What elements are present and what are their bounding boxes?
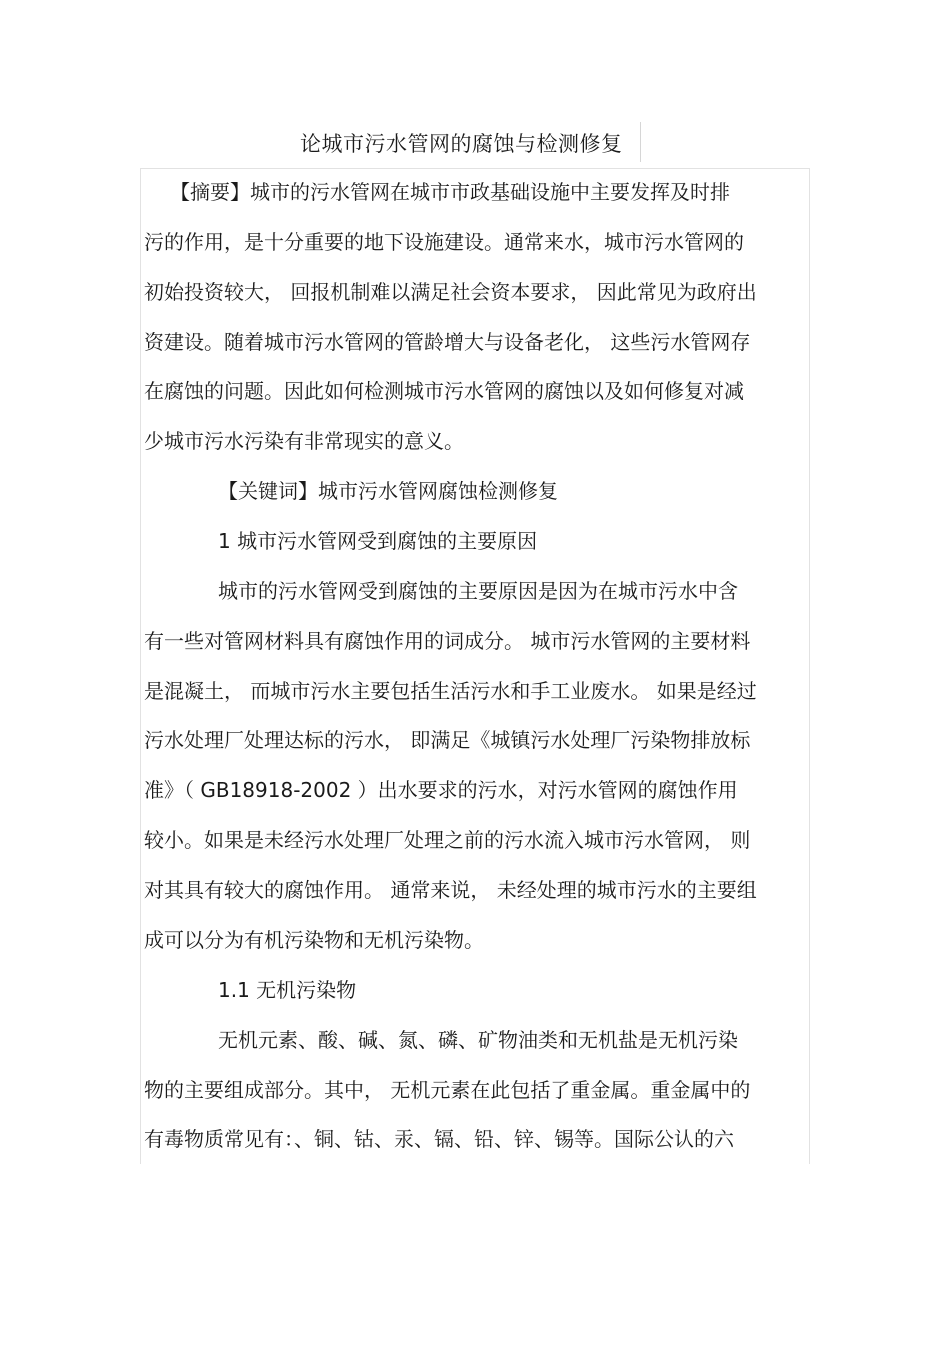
abstract-line: 初始投资较大， 回报机制难以满足社会资本要求， 因此常见为政府出 <box>144 280 757 304</box>
body-line: 无机元素、酸、碱、氮、磷、矿物油类和无机盐是无机污染 <box>218 1028 738 1052</box>
abstract-line: 少城市污水污染有非常现实的意义。 <box>144 429 464 453</box>
body-line: 有毒物质常见有：、铜、钴、汞、镉、铅、锌、锡等。国际公认的六 <box>144 1127 734 1151</box>
body-line: 物的主要组成部分。其中， 无机元素在此包括了重金属。重金属中的 <box>144 1078 751 1102</box>
body-line: 成可以分为有机污染物和无机污染物。 <box>144 928 484 952</box>
keywords-line: 【关键词】城市污水管网腐蚀检测修复 <box>218 479 558 503</box>
body-line: 较小。如果是未经污水处理厂处理之前的污水流入城市污水管网， 则 <box>144 828 751 852</box>
section-heading: 1 城市污水管网受到腐蚀的主要原因 <box>218 529 538 553</box>
body-line: 污水处理厂处理达标的污水， 即满足《城镇污水处理厂污染物排放标 <box>144 728 751 752</box>
abstract-line: 污的作用，是十分重要的地下设施建设。通常来水，城市污水管网的 <box>144 230 744 254</box>
body-line: 城市的污水管网受到腐蚀的主要原因是因为在城市污水中含 <box>218 579 738 603</box>
abstract-line: 资建设。随着城市污水管网的管龄增大与设备老化， 这些污水管网存 <box>144 330 751 354</box>
text-frame <box>140 168 810 1164</box>
document-title: 论城市污水管网的腐蚀与检测修复 <box>300 132 623 156</box>
subsection-heading: 1.1 无机污染物 <box>218 978 357 1002</box>
abstract-line: 【摘要】城市的污水管网在城市市政基础设施中主要发挥及时排 <box>170 180 730 204</box>
body-line: 是混凝土， 而城市污水主要包括生活污水和手工业废水。 如果是经过 <box>144 679 757 703</box>
title-divider <box>640 122 641 162</box>
body-line: 准》（ GB18918-2002 ）出水要求的污水，对污水管网的腐蚀作用 <box>144 778 738 802</box>
body-line: 有一些对管网材料具有腐蚀作用的词成分。 城市污水管网的主要材料 <box>144 629 751 653</box>
body-line: 对其具有较大的腐蚀作用。 通常来说， 未经处理的城市污水的主要组 <box>144 878 757 902</box>
abstract-line: 在腐蚀的问题。因此如何检测城市污水管网的腐蚀以及如何修复对减 <box>144 379 744 403</box>
